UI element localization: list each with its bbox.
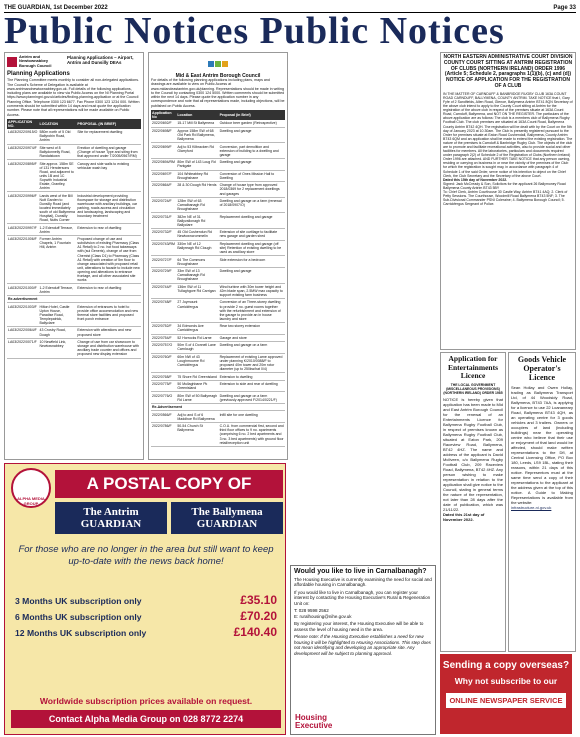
table-cell: Adj to and S of 6 Maddhoe Rd Ballymena (176, 411, 218, 423)
table-cell: 136m SW of 11 Tullaghgore Rd Carrigan (176, 283, 218, 299)
masthead (4, 3, 576, 13)
page-banner: Public Notices Public Notices (4, 13, 505, 49)
he-phone: T: 028 9598 2562 (294, 608, 329, 613)
table-row: LA03/2022/0071/F 10 Newfield Link, Newtownabbey Change of use from car showroom to storage and distribution warehouse with ancillary trade counter and offices and proposed new display extension (8, 340, 140, 357)
table-row: LA03/2022/0997/F 1-2 Edenduff Terrace, Antrim Extension to rear of dwelling (7, 224, 141, 236)
table-cell: 27 Joymount Carrickfergus (176, 299, 218, 323)
ab-box-title: Planning Applications – Airport, Antrim and Dunsilly DEAs (67, 55, 134, 65)
mea-planning-notice (148, 52, 288, 460)
table-row (151, 256, 285, 268)
he-place: Carnalbanagh? (375, 568, 427, 575)
table-cell: 50m S of 4 Donnell Lane Carnlough (176, 342, 218, 354)
table-row (151, 182, 285, 198)
table-cell: 34 Edmonds Ave Carrickfergus (176, 323, 218, 335)
table-row (151, 342, 285, 354)
table-cell: Infill site for one dwelling (219, 411, 285, 423)
table-cell: Dwelling and garage on a farm (renewal of 2018/0907/O) (219, 197, 285, 213)
table-row (151, 283, 285, 299)
table-row (151, 213, 285, 229)
table-cell: 382m NE of 31 Ballyvallonagh Rd Ballyclare (176, 213, 218, 229)
table-cell: Rear two storey extension (219, 323, 285, 335)
table-cell: 2022/0699/F (151, 143, 176, 159)
he-para: By registering your interest, the Housing Executive will be able to assess the level of housing need in the area. (294, 621, 424, 632)
online-subscription-poster (440, 654, 572, 734)
table-cell: Dwelling and garage on a farm (previously approved F/2014/0221/F) (219, 392, 285, 404)
table-cell: Dwelling and garage (219, 267, 285, 283)
table-row (151, 170, 285, 182)
table-cell: 2022/0775/F (151, 380, 176, 392)
table-section: Re-Advertisement (151, 404, 285, 411)
table-cell: 15-17 Mill St Ballymena (176, 120, 218, 127)
table-cell: Change of house type from approved 2018/0369 for 2 replacement dwellings and garages (219, 182, 285, 198)
table-cell: 80m SW of 143 Loug Rd Parkgate (176, 159, 218, 171)
poster-line-3: ONLINE NEWSPAPER SERVICE (446, 693, 566, 708)
court-notice-title: NORTH EASTERN ADMINISTRATIVE COURT DIVISION COUNTY COURT SITTING AT ANTRIM REGISTRATION OF CLUBS (NORTHERN IRELAND) ORDER 1996 (Article 5; Schedule 2, paragraphs 1(1)(b), (c) and (d)) NOTICE OF APPLICATION FOR THE REGISTRATION OF A CLUB (443, 54, 573, 89)
masthead-paper: THE GUARDIAN, 1st December 2022 (4, 4, 108, 11)
table-cell: Adj to 53 Kilbracken Rd Glarryford (176, 143, 218, 159)
table-cell: Dwelling and garage (219, 127, 285, 143)
table-cell: 2022/0724/F (151, 197, 176, 213)
table-cell: Outdoor beer garden (Retrospective) (219, 120, 285, 127)
table-cell: Extension to dwelling (219, 373, 285, 380)
ad-footer-1: Worldwide subscription prices available on request. (39, 696, 253, 706)
table-row (151, 334, 285, 341)
masthead-page: Page 33 (553, 4, 576, 11)
table-cell: Replacement dwelling and garage (off site) Retention of existing dwelling to be used as ancillary store (219, 240, 285, 256)
table-cell: 45 Old Cushendun Rd Newtowncrommelin (176, 229, 218, 241)
table-row: LA03/2022/0895/F Site approx. 158m SE of 131 Hendersons Road, and adjacent to units 1B and 1C Sopwith Industrial Estate, Grantley, Antrim Canopy and side walls to existing vehicular wash bay (7, 160, 141, 192)
table-row (151, 197, 285, 213)
table-cell: C.O.U. from commercial first, second and third floor offices to 9 no. apartments (comprising 6 no. 2 bed apartments and 3 no. 3 bed apartments) with ground floor retail/reception unit (219, 424, 284, 445)
table-cell: 2022/0697/F (151, 170, 176, 182)
table-row: LA03/2022/0974/F Site west of 8 Ballydonnelly Road, Randalstown Erection of dwelling and garage (Change of house Type and siting from that approved under T/2005/0567/RM) (7, 144, 141, 160)
postal-copy-ad (4, 463, 286, 735)
table-cell: 2022/0760/F (151, 353, 176, 373)
table-cell: 104 Whiteabbey Rd Broughshane (176, 170, 218, 182)
table-cell: 2022/0754/F (151, 334, 176, 341)
col-header: Proposal (in Brief) (219, 110, 285, 120)
court-notice-body: IN THE MATTER OF CARNDUFF & BANBRIDGE RUGBY CLUB 163A COUNT ROAD CARNDUFF, BALLYMENA, COUNTY ANTRIM. TAKE NOTICE that I, Gary Fyfe of 2 Sandfields, Allen Road, Glenoe, Ballymena Antrim BT41 8QN Secretary of the above club intend to apply to the County Court sitting at Antrim for the registration of the above club in respect of the premises situate at 163A Count Road, Carnduff, Ballymena, and NOT ON THE REGISTER. The particulars of the above application are as follows: The club is a members club of Ballymena Rugby Football Club. The club premises are situated at 163A Count Road, Ballymena County Antrim BT42 4QH. The registration will be dealt with by the Court on the 5th day of January 2023 at 10.30am. The Club is presently registered pursuant to the Order for premises situate at Eaton Road Cushendall, Ballymena, County Antrim BT43 6QM and an application shall be made to extend the existing registration. The nature of the premises is Carnduff & Banbridge Rugby Club. The objects of the club are to promote and facilitate recreational activities, also to provide social and other facilities for members. All the laboratories, particulars and documents required under paragraph 2(2) of Schedule 2 of the Registration of Clubs (Northern Ireland) Order 1996 are attached. AND FURTHER TAKE NOTICE that any person owning, residing or carrying on business in or near the vicinity of the premises of the Club for which the registration is sought may, in accordance with paragraph 4 of Schedule 1 of the said Order, serve notice of his intention to object on the Chief Clerk, the Club Secretary and the Secretary of the above Court. (443, 91, 573, 178)
ad-title: A POSTAL COPY OF (55, 470, 283, 498)
table-row (151, 373, 285, 380)
he-email[interactable]: E: ruralhousing@nihe.gov.uk (294, 613, 352, 619)
table-cell: 2022/0744/F (151, 283, 176, 299)
table-cell: 128m SW of 63 Carnalbanagh Rd Broughshane (176, 197, 218, 213)
table-cell: 2022/0664/F (151, 182, 176, 198)
ab-heading: Planning Applications (7, 71, 70, 78)
goods-body: Sean Hollay and Owen Hollay, trading as Ballymena Transport Ltd, of 44 Woodsidy Road, Ballymena, BT43 7AA, is applying for a licence to use 22 Loananeary Road, Ballymena BT43 4QH, as an operating centre for 3 goods vehicles and 3 trailers. Owners or occupiers of land (including buildings) near the operating centre who believe that their use or enjoyment of that land would be affected, should make written representations to the DfI, at Central Licensing Office, PO Box 180, Leeds, LS9 1BL, stating their reasons, within 21 days of this notice. Representors must at the same time send a copy of their representations to the applicant at the address given at the top of this notice. A Guide to Making Representations is available from the website: (511, 385, 573, 505)
poster-line-1: Sending a copy overseas? (442, 660, 570, 671)
col-header: Location (176, 110, 218, 120)
table-row (151, 127, 285, 143)
table-cell: 60m NW of 43 Loughmourne Rd Carrickfergus (176, 353, 218, 373)
council-logo: Antrim and Newtownabbey Borough Council (7, 55, 59, 68)
mea-applications-table (151, 110, 285, 447)
table-cell: Side extension for a bedroom (219, 256, 285, 268)
table-cell: Extension to side and rear of dwelling (219, 380, 285, 392)
goods-title: Goods Vehicle Operator's Licence (517, 355, 567, 382)
he-para: If you would like to live in Carnalbanagh, you can register your interest by contacting the Housing Executive's Rural & Regeneration Unit on: (294, 589, 431, 606)
table-cell: 64 The Commons Broughshane (176, 256, 218, 268)
table-row (151, 267, 285, 283)
table-row (151, 392, 285, 404)
poster-line-2: Why not subscribe to our (454, 676, 558, 686)
table-cell: 50-54 Church St Ballymena (176, 423, 218, 447)
mea-logo: Mid & East Antrim Borough Council (151, 55, 285, 77)
table-cell: 75 Shore Rd Greenisland (177, 374, 217, 379)
table-row (151, 143, 285, 159)
table-cell: 52 Horrocks Rd Larne (176, 334, 218, 341)
col-header: Application No (151, 110, 176, 120)
he-para: The Housing Executive is currently examining the need for social and affordable housing in Carnalbanagh. (294, 576, 432, 587)
licence-subtitle: THE LOCAL GOVERNMENT (MISCELLANEOUS PROVISIONS) (NORTHERN IRELAND) ORDER 1985 (443, 382, 503, 395)
table-row (151, 423, 285, 447)
table-cell: Approx 158m SW of 68 Old Park Rd Ballymena, Ballymena (176, 127, 218, 143)
table-cell: 2022/0698/F (151, 127, 176, 143)
table-cell: 80m SW of 50 Ballyreagh Rd Larne (177, 393, 218, 402)
table-cell: 2022/0732/F (151, 229, 176, 241)
licence-body: NOTICE is hereby given that application has been made to Mid and East Antrim Borough Council for the renewal of an Entertainments Licence for Ballymena Rugby Football Club, in respect of premises known as Ballymena Rugby Football Club, situated at Eaton Park, 209 Raceview Road, Ballymena, BT42 4HZ. The name and address of the applicant is David McIlveen, c/o Ballymena Rugby Football Club, 209 Raceview Road, Ballymena, BT42 4HZ. Any person wishing to make representation in relation to the application shall give notice to the Council, stating in general terms the nature of the representation, not later than 28 days after the date of publication, which was 21/11/22. (443, 396, 503, 512)
housing-executive-logo: Housing Executive (295, 713, 333, 730)
table-cell: Dwelling and garage on a farm (219, 342, 285, 354)
sub-6-months: 6 Months UK subscription only £70.20 (15, 609, 277, 623)
housing-executive-notice (290, 565, 436, 735)
court-notice-recipients: To: Chief Clerk, Antrim Courthouse 30 Castle Way, Antrim BT41 4AQ; 2. Clerk of Petty Sessions. The Courthouse, Woodmill Road Ballymena BT43 5NF; 3. The Sub-Divisional Commander PSNI Coleraine; 4. Ballymena Borough Council; 5. Carrickfergus Sergeant of Police. (443, 190, 568, 207)
table-cell: 2022/0786/F (151, 423, 176, 447)
table-cell: 2022/0731/F (151, 213, 176, 229)
table-row (151, 380, 285, 392)
table-cell: 2022/0727/F (151, 256, 176, 268)
ballymena-guardian-masthead: The Ballymena GUARDIAN (171, 502, 283, 534)
licence-date: Dated this 21st day of November 2022. (443, 511, 485, 522)
table-cell: Replacement of existing Larne approved under planning K/2010/0088/F to proposed 40m tower and 20m rotor diameter (up to 250kw/hat 0/4) (219, 353, 285, 373)
table-cell: 2022/0566/F (151, 411, 176, 423)
table-cell: 2022/0729/F (151, 267, 176, 283)
table-row (151, 229, 285, 241)
table-cell: 2022/0743/RM (151, 240, 176, 256)
table-row (151, 411, 285, 423)
table-cell: 2022/0748/F (151, 299, 176, 323)
table-row: LA03/2022/1000/F 1-2 Edenduff Terrace, Antrim Extension to rear of dwelling (7, 284, 141, 296)
antrim-guardian-masthead: The Antrim GUARDIAN (55, 502, 167, 534)
ab-planning-notice (4, 52, 144, 460)
table-cell: 2022/0752/F (151, 323, 176, 335)
entertainment-licence-notice (440, 352, 506, 652)
table-cell: Conversion of Ones Mission Hall to Dwelling (219, 170, 285, 182)
table-cell: 2022/0757/O (151, 342, 176, 354)
table-section: Re-advertisement (7, 295, 141, 302)
table-row: LA03/2022/1003/F Hilton Hotel, Castle Upton House, Paradise Road, Templepatrick, Ballyclare Extension of entrances to hotel to provide office accommodation and new thermal store facilities and proposed front porch entrance (7, 303, 141, 327)
alpha-logo: ALPHA MEDIA GROUP (11, 468, 51, 508)
goods-vehicle-notice (508, 352, 576, 652)
table-cell: Conversion, part demolition and extension of building to a dwelling and garage (219, 143, 285, 159)
table-row (151, 240, 285, 256)
he-title: Would you like to live in (294, 568, 374, 575)
ab-intro: The Planning Committee meets monthly to consider all non-delegated applications. The Council's Scheme of Delegation is available at www.antrimandnewtownabbey.gov.uk. Full details of the following applications, including plans are available to view via Public Access on the NI Planning Portal https://www.planningni.gov.uk/articles/finding-planning-application or at the Council Planning Office. Telephone 0300 123 6677. Fax Phone 0300 123 1234 000. Written comments should be submitted within 14 days and must quote the application number. Please note that all representations will be made available on Public Access. (7, 78, 140, 117)
ad-slogan: For those who are no longer in the area but still want to keep up-to-date with the news back home! (18, 544, 274, 567)
table-row: LA03/2022/0915/O 580m north of 5 Old Ballyrobin Road, Antrim Site for replacement dwelling (7, 129, 141, 144)
table-row (151, 120, 285, 127)
table-cell: Wind turbine with 30m tower height and 42m blade span, 2.5MW max capacity to support existing farm business (219, 283, 285, 299)
table-cell: 33m SW of 13 Carnalbanagh Rd Broughshane (176, 267, 218, 283)
ab-applications-table (7, 119, 141, 359)
table-cell: 330m NE of 12 Ballyreagh Rd Clough (176, 240, 218, 256)
sub-3-months: 3 Months UK subscription only £35.10 (15, 593, 277, 607)
table-cell: 2022/0694/RM (151, 159, 176, 171)
table-cell: Garage and store (219, 334, 285, 341)
table-row: LA03/2022/0064/F 43 Crosby Road, Doagh Extension with alterations and new proposed store (7, 327, 141, 339)
court-notice-signature: Signed: Jack McCready & Son, Solicitors for the applicant 26 Ballymoney Road Ballymena County Antrim BT43 5BY (443, 181, 566, 190)
table-cell: 2022/0768/F (151, 373, 176, 380)
table-cell: Conversion of an Three-storey dwelling to provide 2 no. guest rooms together with the refurbishment and extension of the garage to provide an in house laundry and store (219, 299, 285, 323)
table-cell: 50 Mullaghbane Pk Greenisland (176, 380, 218, 392)
table-cell: Dwelling and garage (219, 159, 285, 171)
table-cell: 2022/0692/F (151, 120, 176, 127)
sub-12-months: 12 Months UK subscription only £140.40 (15, 625, 277, 639)
table-cell: 28 & 30 Dough Rd Herds (176, 182, 218, 198)
table-cell: Replacement dwelling and garage (219, 213, 285, 229)
he-note: Please note: If the Housing Executive establishes a need for new housing it will be highlighted to Housing Associations. This step does not mean identifying and developing an appropriate site. Any development will be subject to planning approval. (294, 634, 431, 656)
table-cell: 2022/0776/O (151, 392, 176, 404)
goods-website-link[interactable]: infrastructure-ni.gov.uk (511, 505, 552, 510)
table-row (151, 353, 285, 373)
table-cell: Extension of site curtilage to facilitate new garage and garden shed (219, 229, 285, 241)
table-row: LA03/2022/0996/F Lands west of the Bill Nutt Garden to Dunsilly Road (and located immediately south of old Ballymena Hospital), Dunsilly Road, Nutts Corner Industrial development providing floorspace for storage and distribution warehouse with ancillary buildings, car parking, roads access and circulation and landscaping, landscaping and boundary treatment (7, 192, 141, 224)
table-row (151, 299, 285, 323)
col-header: APPLICATION NO. (7, 119, 39, 129)
court-club-notice (440, 52, 576, 350)
table-row: LA03/2022/1006/F Former Antrim Chapels, 1 Fountain Hill, Antrim Proposed change of use and subdivision of existing Pharmacy (Class A1 Retail) to 2 no. hot food takeaways with (sui Generis), change of use from Chemist (Class D1) to Pharmacy (Class A1 Retail) with creation of 5m floor to change associated with proposed retail unit, alterations to facade to include new opening and alterations to entrance frontage, and all other associated site works (8, 237, 140, 283)
col-header: LOCATION (39, 119, 77, 129)
licence-title: Application for Entertainments Licence (448, 354, 498, 380)
col-header: PROPOSAL (IN BRIEF) (76, 119, 141, 129)
ad-footer-2: Contact Alpha Media Group on 028 8772 2274 (11, 710, 281, 728)
table-row (151, 159, 285, 171)
mea-intro: For details of the following planning applications including plans, maps and drawings are available to view on Public Access at www.midandeastantrim.gov.uk/planning. Representations should be made in writing to the Council by contacting 0300 124 5000. Written comments should be submitted within the next 14 days. Please quote the application number in any correspondence and note that all representations made, including objections, will be published on Public Access. (151, 78, 285, 108)
court-notice-date: Dated this 15th day of November 2022. (443, 177, 508, 182)
table-row (151, 323, 285, 335)
